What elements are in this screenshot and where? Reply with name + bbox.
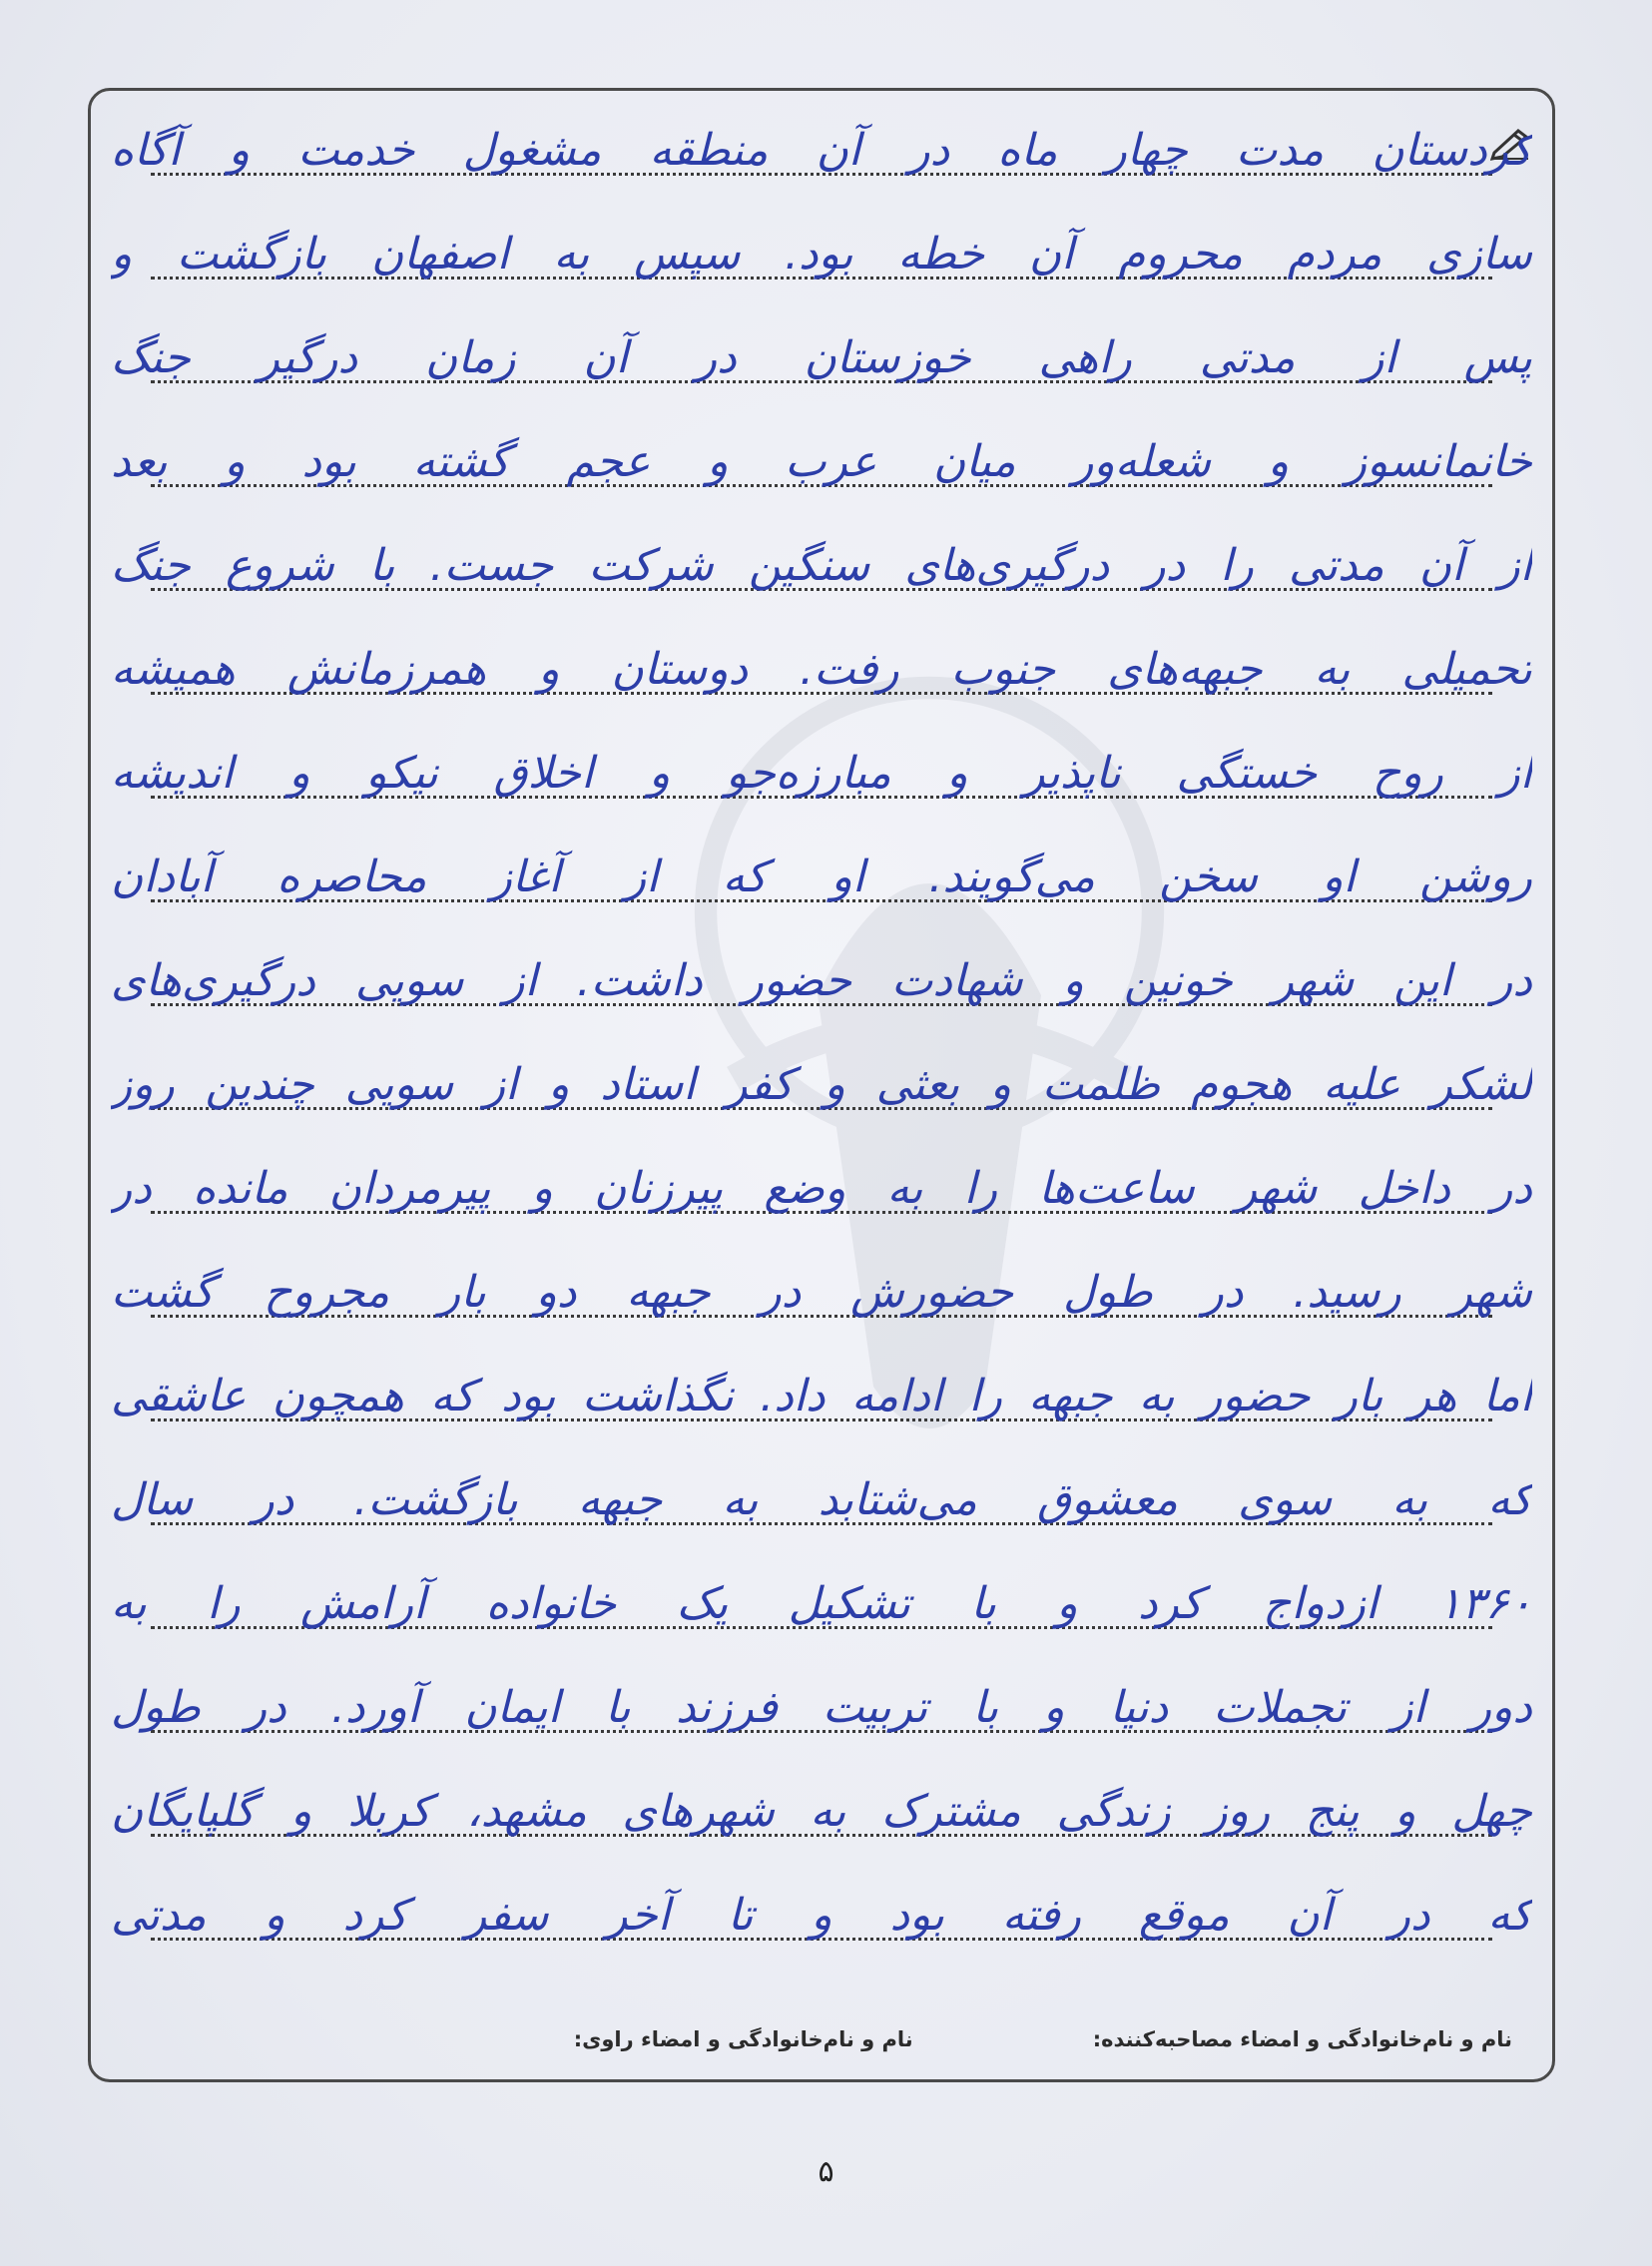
handwritten-line: روشن او سخن می‌گویند. او که از آغاز محاصره آبادان [111,851,1532,902]
handwritten-line: ۱۳۶۰ ازدواج کرد و با تشکیل یک خانواده آرامش را به [111,1578,1532,1629]
signature-footer [131,2027,1512,2067]
handwritten-line: که در آن موقع رفته بود و تا آخر سفر کرد و مدتی [111,1890,1532,1941]
handwritten-text-body [111,91,1532,1987]
handwritten-line: از روح خستگی ناپذیر و مبارزه‌جو و اخلاق نیکو و اندیشه [111,748,1532,799]
page-border-frame [88,88,1555,2082]
page-number: ۵ [818,2154,834,2189]
handwritten-line: در داخل شهر ساعت‌ها را به وضع پیرزنان و پیرمردان مانده در [111,1163,1532,1214]
handwritten-line: اما هر بار حضور به جبهه را ادامه داد. نگذاشت بود که همچون عاشقی [111,1371,1532,1421]
handwritten-line: کردستان مدت چهار ماه در آن منطقه مشغول خدمت و آگاه [111,125,1532,176]
handwritten-line: خانمانسوز و شعله‌ور میان عرب و عجم گشته بود و بعد [111,436,1532,487]
handwritten-line: از آن مدتی را در درگیری‌های سنگین شرکت جست. با شروع جنگ [111,540,1532,591]
interviewer-signature-label: نام و نام‌خانوادگی و امضاء مصاحبه‌کننده: [1092,2027,1512,2051]
handwritten-line: تحمیلی به جبهه‌های جنوب رفت. دوستان و همرزمانش همیشه [111,644,1532,695]
handwritten-line: که به سوی معشوق می‌شتابد به جبهه بازگشت. در سال [111,1474,1532,1525]
handwritten-line: در این شهر خونین و شهادت حضور داشت. از سویی درگیری‌های [111,955,1532,1006]
narrator-signature-label: نام و نام‌خانوادگی و امضاء راوی: [573,2027,913,2051]
handwritten-line: شهر رسید. در طول حضورش در جبهه دو بار مجروح گشت [111,1267,1532,1318]
handwritten-line: لشکر علیه هجوم ظلمت و بعثی و کفر استاد و از سویی چندین روز [111,1059,1532,1110]
handwritten-line: دور از تجملات دنیا و با تربیت فرزند با ایمان آورد. در طول [111,1682,1532,1733]
handwritten-line: پس از مدتی راهی خوزستان در آن زمان درگیر جنگ [111,332,1532,383]
handwritten-line: سازی مردم محروم آن خطه بود. سپس به اصفهان بازگشت و [111,229,1532,280]
handwritten-line: چهل و پنج روز زندگی مشترک به شهرهای مشهد، کربلا و گلپایگان [111,1786,1532,1837]
